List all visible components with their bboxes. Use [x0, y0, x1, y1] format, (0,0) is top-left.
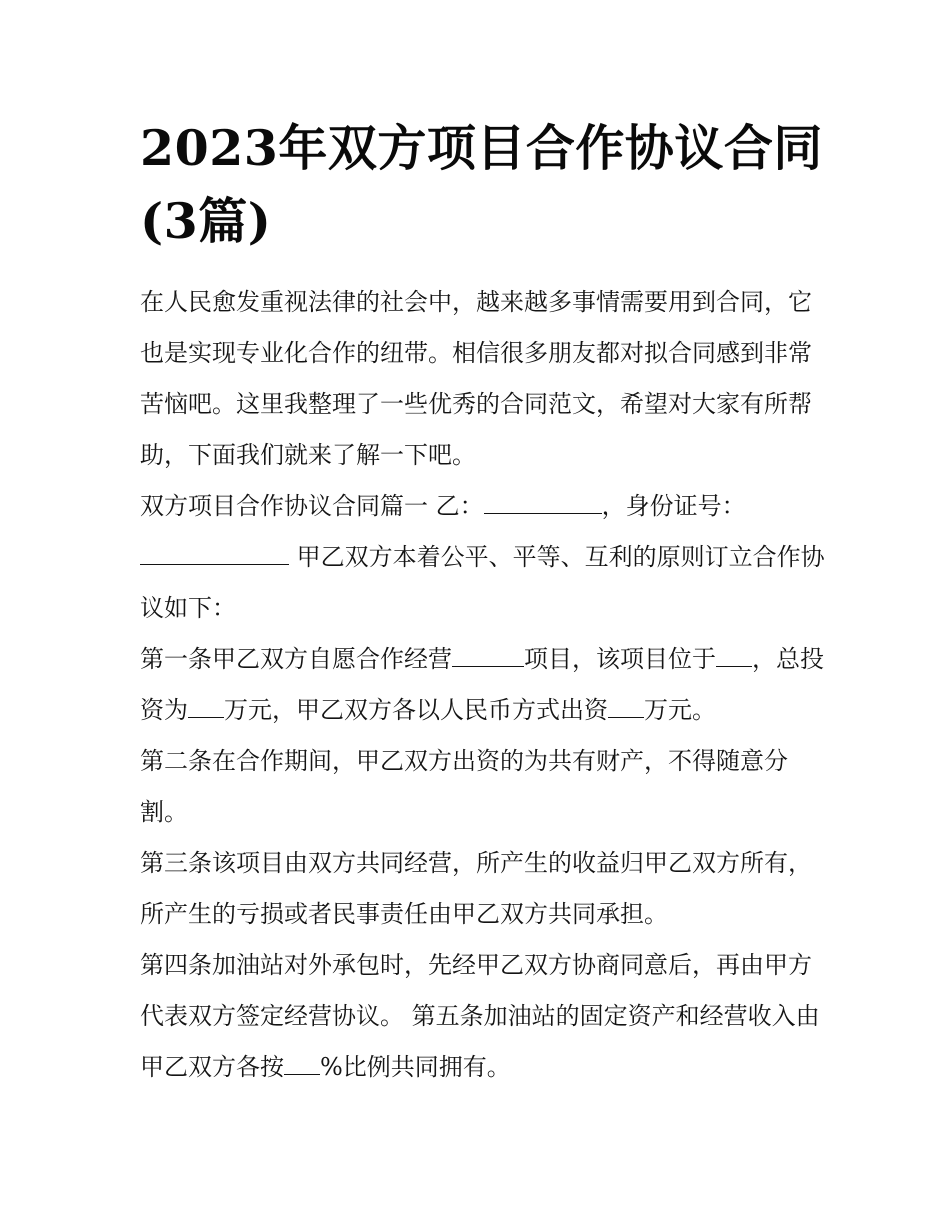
contribution-blank: [608, 697, 644, 718]
title-line-2: (3篇): [140, 192, 272, 250]
article-1-text-b: 项目，该项目位于: [524, 645, 716, 673]
id-number-blank: [140, 544, 289, 565]
total-investment-blank: [188, 697, 224, 718]
project-name-blank: [452, 646, 524, 667]
article-4-text: 第四条加油站对外承包时，先经甲乙双方协商同意后，再由甲方代表双方签定经营协议。 第五条加油站的固定资产和经营收入由甲乙双方各按: [140, 951, 820, 1081]
document-title: [140, 112, 830, 258]
article-2: 第二条在合作期间，甲乙双方出资的为共有财产，不得随意分割。: [140, 747, 788, 826]
article-1: [140, 634, 830, 736]
article-5-end-text: %比例共同拥有。: [320, 1053, 511, 1081]
party-b-label: 双方项目合作协议合同篇一 乙：: [140, 492, 484, 520]
agreement-preamble: 甲乙双方本着公平、平等、互利的原则订立合作协议如下：: [140, 543, 825, 622]
document-page: [140, 112, 830, 1093]
article-3: 第三条该项目由双方共同经营，所产生的收益归甲乙双方所有，所产生的亏损或者民事责任由甲乙双方共同承担。: [140, 849, 812, 928]
document-body: [140, 277, 830, 1093]
article-1-text-e: 万元。: [644, 696, 716, 724]
article-4-5: [140, 940, 830, 1093]
project-location-blank: [716, 646, 752, 667]
id-number-label: ，身份证号：: [601, 492, 746, 520]
article-1-text-a: 第一条甲乙双方自愿合作经营: [140, 645, 452, 673]
title-line-1: 2023年双方项目合作协议合同: [140, 119, 823, 177]
party-b-name-blank: [484, 493, 602, 514]
article-1-text-d: 万元，甲乙双方各以人民币方式出资: [224, 696, 608, 724]
party-info-paragraph: [140, 481, 830, 634]
ownership-ratio-blank: [284, 1054, 320, 1075]
intro-paragraph: 在人民愈发重视法律的社会中，越来越多事情需要用到合同，它也是实现专业化合作的纽带。相信很多朋友都对拟合同感到非常苦恼吧。这里我整理了一些优秀的合同范文，希望对大家有所帮助，下面我们就来了解一下吧。: [140, 288, 812, 469]
article-1-text-c: ，总投资为: [140, 645, 824, 724]
